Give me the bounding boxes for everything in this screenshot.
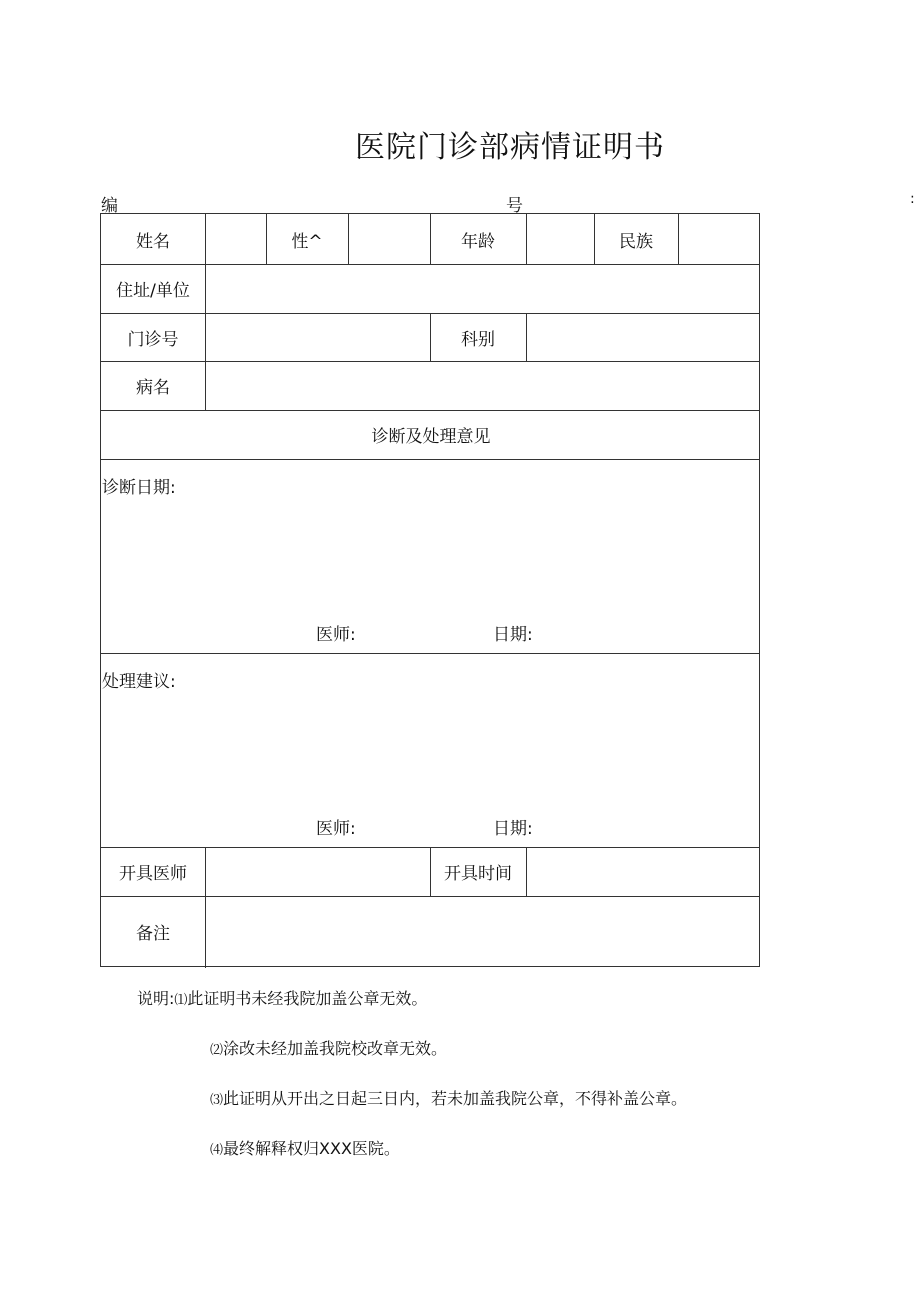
note-text: 最终解释权归XXX医院。 (223, 1139, 400, 1158)
note-number: ⑶ (210, 1093, 224, 1108)
row-divider (101, 459, 759, 460)
outpatient-no-field[interactable] (206, 313, 430, 361)
address-field[interactable] (206, 264, 759, 313)
diagnosis-doctor-label: 医师: (316, 625, 356, 645)
notes-item (210, 1136, 400, 1159)
gender-label: 性^ (291, 231, 323, 252)
serial-label-part1: 编 (101, 196, 118, 216)
name-label: 姓名 (136, 231, 170, 252)
diagnosis-sign-date-label: 日期: (493, 625, 533, 645)
certificate-form (100, 213, 760, 967)
treatment-text-area[interactable] (101, 688, 759, 808)
outpatient-no-label: 门诊号 (127, 329, 179, 350)
note-text: 涂改未经加盖我院校改章无效。 (223, 1039, 448, 1058)
age-label: 年龄 (461, 231, 495, 252)
treatment-advice-label: 处理建议: (102, 672, 176, 692)
treatment-doctor-label: 医师: (316, 819, 356, 839)
note-text: 此证明从开出之日起三日内，若未加盖我院公章，不得补盖公章。 (223, 1089, 688, 1108)
note-text: 此证明书未经我院加盖公章无效。 (187, 989, 428, 1008)
ethnicity-field[interactable] (679, 214, 759, 264)
address-label: 住址/单位 (116, 281, 190, 301)
notes-item (210, 1086, 687, 1109)
name-field[interactable] (206, 214, 266, 264)
disease-field[interactable] (206, 361, 759, 410)
serial-colon: : (910, 191, 915, 207)
note-number: ⑴ (174, 993, 188, 1008)
issuing-doctor-label: 开具医师 (119, 864, 187, 884)
gender-field[interactable] (349, 214, 430, 264)
section-header: 诊断及处理意见 (371, 427, 491, 447)
ethnicity-label: 民族 (619, 231, 653, 252)
issuing-doctor-field[interactable] (206, 847, 430, 896)
page-title: 医院门诊部病情证明书 (355, 130, 665, 165)
issue-time-label: 开具时间 (444, 864, 512, 884)
serial-label-part2: 号 (506, 196, 523, 216)
row-divider (101, 653, 759, 654)
note-number: ⑵ (210, 1043, 224, 1058)
notes-item (137, 986, 427, 1009)
diagnosis-text-area[interactable] (101, 494, 759, 614)
diagnosis-date-label: 诊断日期: (102, 478, 176, 498)
treatment-sign-date-label: 日期: (493, 819, 533, 839)
disease-label: 病名 (136, 378, 170, 398)
note-number: ⑷ (210, 1143, 224, 1158)
department-field[interactable] (527, 313, 759, 361)
remarks-label: 备注 (136, 923, 170, 944)
remarks-field[interactable] (206, 896, 759, 966)
department-label: 科别 (461, 329, 495, 350)
age-field[interactable] (527, 214, 594, 264)
issue-time-field[interactable] (527, 847, 759, 896)
notes-heading: 说明: (137, 989, 175, 1008)
notes-item (210, 1036, 447, 1059)
